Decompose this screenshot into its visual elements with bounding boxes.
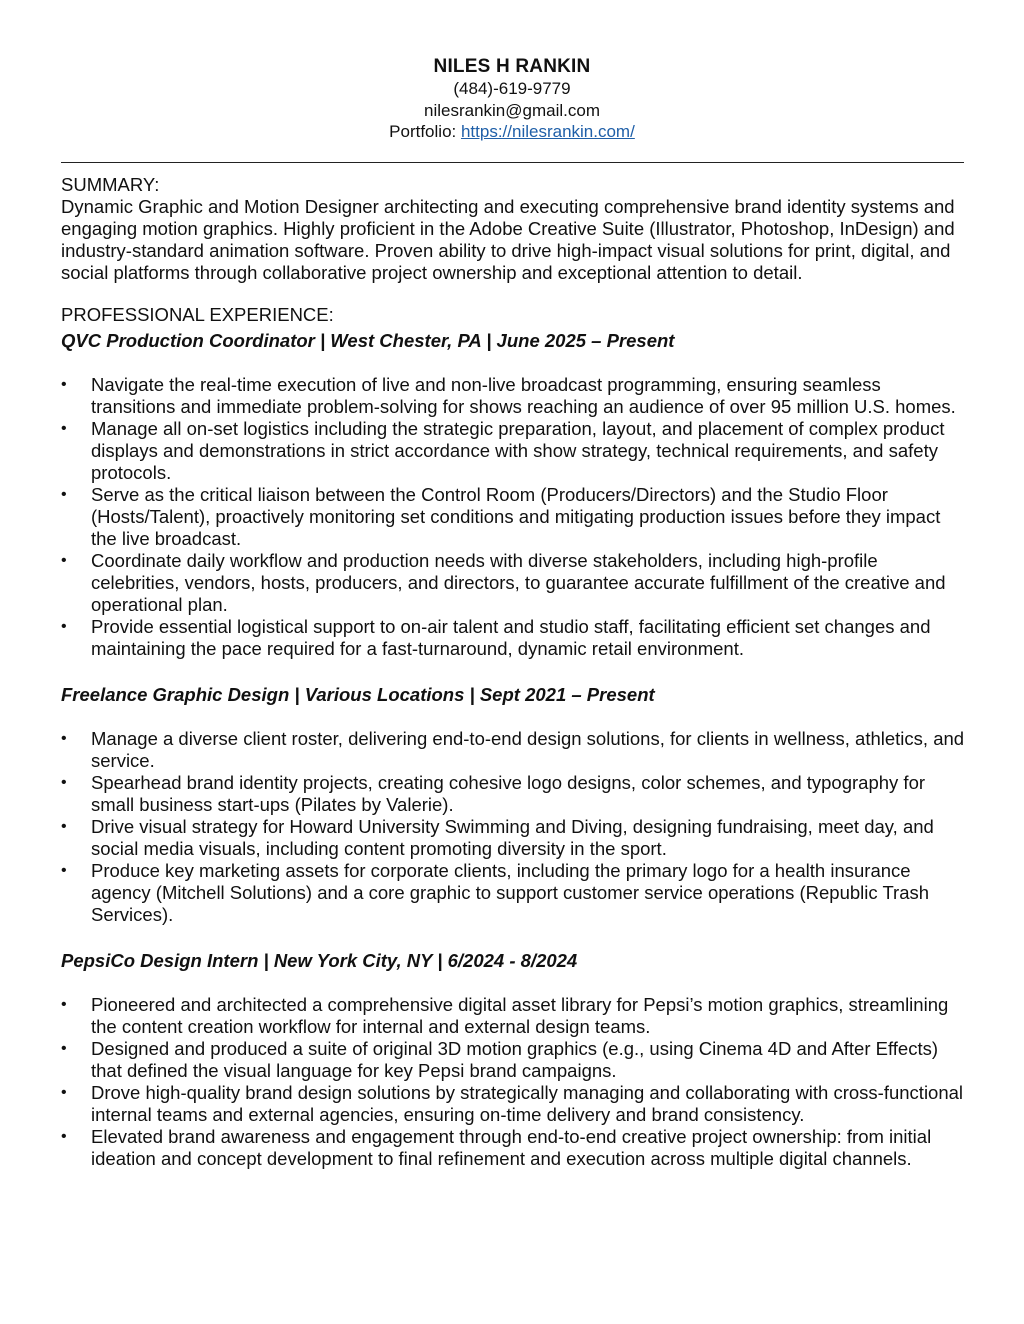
bullet-item: • Drove high-quality brand design solutions by strategically managing and collaborating with cross-functional internal teams and external agencies, ensuring on-time delivery and brand consistency. (61, 1082, 966, 1126)
bullet-item: • Spearhead brand identity projects, creating cohesive logo designs, color schemes, and typography for small business start-ups (Pilates by Valerie). (61, 772, 966, 816)
portfolio-link[interactable]: https://nilesrankin.com/ (460, 122, 635, 141)
header-divider (61, 162, 964, 163)
bullet-item: • Manage all on-set logistics including the strategic preparation, layout, and placement of complex product displays and demonstrations in strict accordance with show strategy, technical requirements, and safety protocols. (61, 418, 966, 484)
bullet-item: • Navigate the real-time execution of live and non-live broadcast programming, ensuring seamless transitions and immediate problem-solving for shows reaching an audience of over 95 million U.S. homes. (61, 374, 966, 418)
job-title: PepsiCo Design Intern | New York City, NY | 6/2024 - 8/2024 (61, 950, 578, 971)
portfolio-label: Portfolio: (389, 122, 461, 141)
email-address: nilesrankin@gmail.com (424, 100, 600, 120)
resume-header (0, 55, 1024, 143)
bullet-item: • Designed and produced a suite of original 3D motion graphics (e.g., using Cinema 4D and After Effects) that defined the visual language for key Pepsi brand campaigns. (61, 1038, 966, 1082)
phone-number: (484)-619-9779 (453, 79, 571, 98)
resume-body (61, 174, 966, 1170)
bullet-item: • Elevated brand awareness and engagement through end-to-end creative project ownership: from initial ideation and concept development to final refinement and execution across multiple digital channels. (61, 1126, 966, 1170)
bullet-item: • Pioneered and architected a comprehensive digital asset library for Pepsi’s motion graphics, streamlining the content creation workflow for internal and external design teams. (61, 994, 966, 1038)
job-bullets (61, 728, 966, 926)
experience-heading: PROFESSIONAL EXPERIENCE: (61, 304, 334, 325)
bullet-item: • Serve as the critical liaison between the Control Room (Producers/Directors) and the Studio Floor (Hosts/Talent), proactively monitoring set conditions and mitigating production issues before they impact the live broadcast. (61, 484, 966, 550)
job-entry-freelance (61, 684, 966, 926)
bullet-item: • Drive visual strategy for Howard University Swimming and Diving, designing fundraising, meet day, and social media visuals, including content promoting diversity in the sport. (61, 816, 966, 860)
job-entry-qvc (61, 330, 966, 660)
job-title: Freelance Graphic Design | Various Locations | Sept 2021 – Present (61, 684, 655, 705)
summary-section (61, 174, 966, 284)
experience-section (61, 304, 966, 1170)
bullet-item: • Provide essential logistical support to on-air talent and studio staff, facilitating efficient set changes and maintaining the pace required for a fast-turnaround, dynamic retail environment. (61, 616, 966, 660)
job-bullets (61, 994, 966, 1170)
bullet-item: • Manage a diverse client roster, delivering end-to-end design solutions, for clients in wellness, athletics, and service. (61, 728, 966, 772)
summary-heading: SUMMARY: (61, 174, 160, 195)
job-bullets (61, 374, 966, 660)
job-entry-pepsico (61, 950, 966, 1170)
job-title: QVC Production Coordinator | West Chester, PA | June 2025 – Present (61, 330, 675, 351)
portfolio-line (0, 121, 1024, 143)
bullet-item: • Coordinate daily workflow and production needs with diverse stakeholders, including high-profile celebrities, vendors, hosts, producers, and directors, to guarantee accurate fulfillment of the creative and operational plan. (61, 550, 966, 616)
summary-text: Dynamic Graphic and Motion Designer architecting and executing comprehensive brand identity systems and engaging motion graphics. Highly proficient in the Adobe Creative Suite (Illustrator, Photoshop, InDesign) and industry-standard animation software. Proven ability to drive high-impact visual solutions for print, digital, and social platforms through collaborative project ownership and exceptional attention to detail. (61, 196, 955, 283)
bullet-item: • Produce key marketing assets for corporate clients, including the primary logo for a health insurance agency (Mitchell Solutions) and a core graphic to support customer service operations (Republic Trash Services). (61, 860, 966, 926)
candidate-name: NILES H RANKIN (433, 56, 591, 77)
